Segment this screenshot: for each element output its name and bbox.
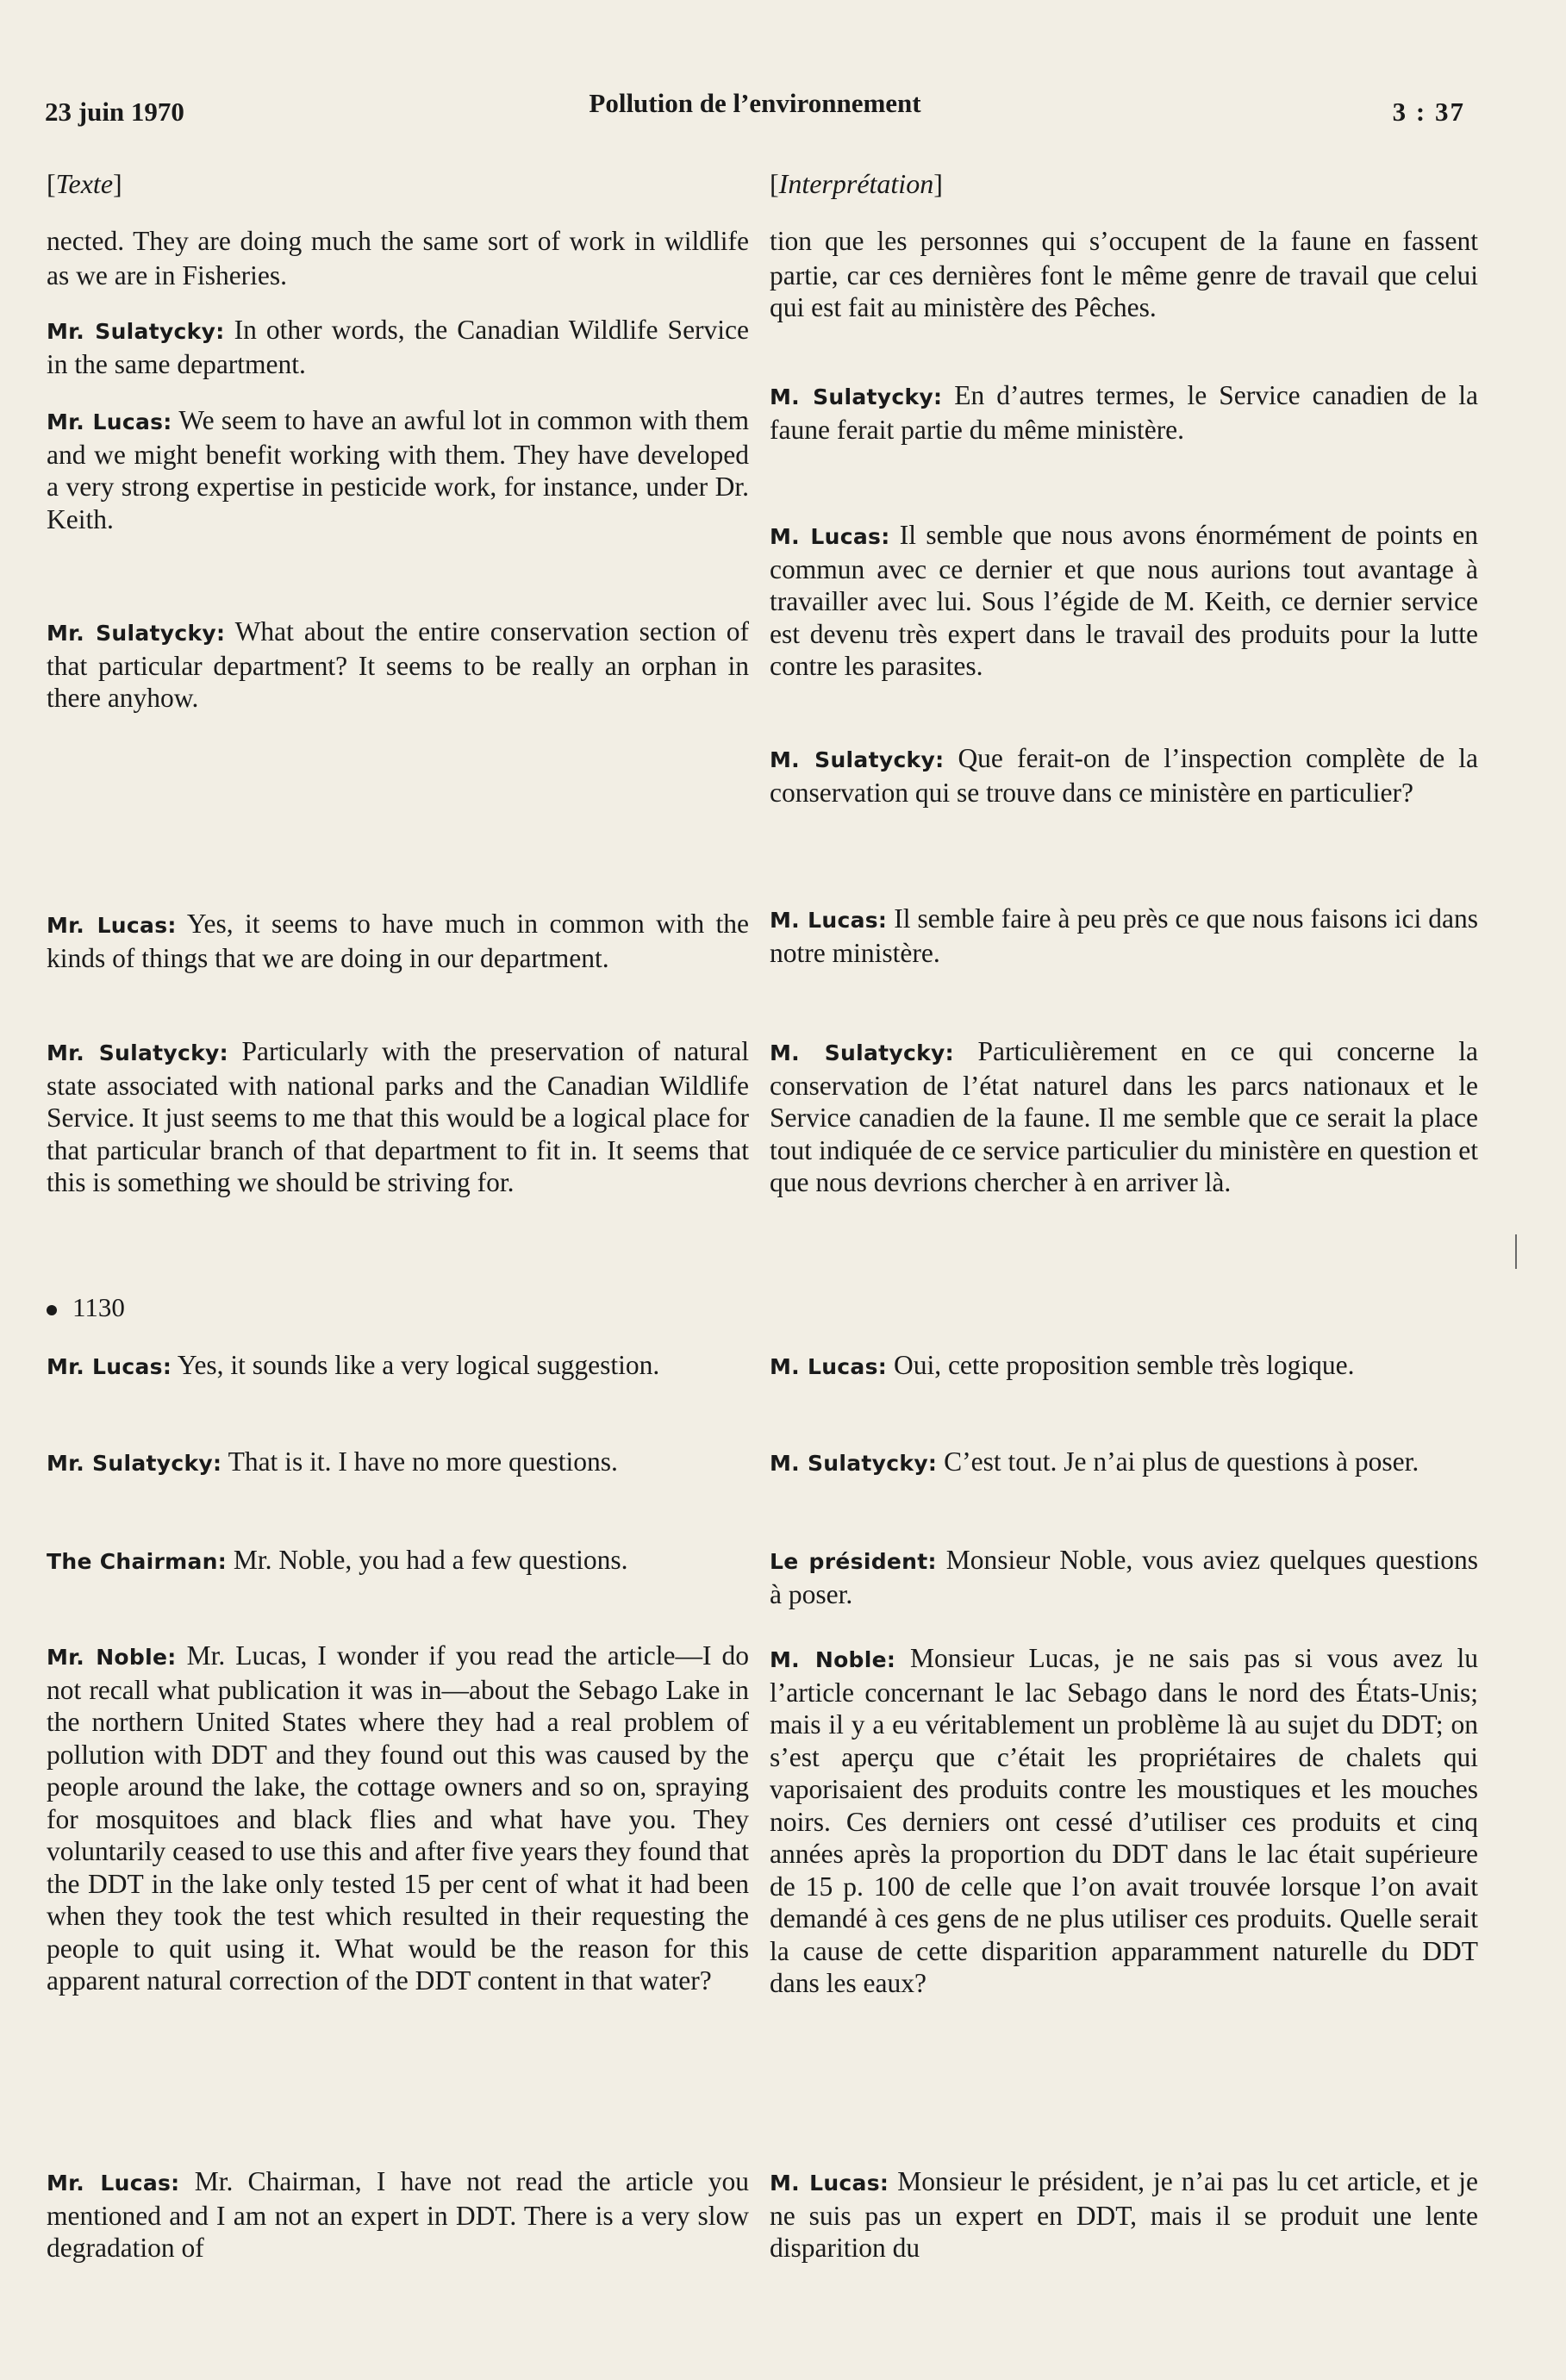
right-para-1: M. Sulatycky: En d’autres termes, le Service canadien de la faune ferait partie du même ministère. <box>770 380 1478 445</box>
margin-mark <box>1515 1234 1517 1269</box>
speaker-name: M. Noble: <box>770 1647 896 1672</box>
right-para-2: M. Lucas: Il semble que nous avons énormément de points en commun avec ce dernier et que nous aurions tout avantage à travailler avec lui. Sous l’égide de M. Keith, ce dernier service est devenu très expert dans le travail des produits pour la lutte contre les parasites. <box>770 520 1479 681</box>
right-para-6: M. Lucas: Oui, cette proposition semble très logique. <box>770 1350 1355 1380</box>
left-para-11: Mr. Lucas: Mr. Chairman, I have not read the article you mentioned and I am not an expert in DDT. There is a very slow degradation of <box>47 2166 749 2263</box>
left-column <box>47 168 750 2263</box>
right-para-7: M. Sulatycky: C’est tout. Je n’ai plus de questions à poser. <box>770 1446 1419 1477</box>
speaker-name: M. Sulatycky: <box>770 747 945 772</box>
left-para-5: Mr. Sulatycky: Particularly with the preservation of natural state associated with national parks and the Canadian Wildlife Service. It just seems to me that this would be a logical place for that particular branch of that department to fit in. It seems that this is something we should be striving for. <box>47 1036 749 1197</box>
header-page-number: 3 : 37 <box>1392 97 1465 127</box>
speaker-name: Mr. Sulatycky: <box>47 621 226 646</box>
header-title: Pollution de l’environnement <box>589 88 921 118</box>
right-para-4: M. Lucas: Il semble faire à peu près ce que nous faisons ici dans notre ministère. <box>770 903 1478 968</box>
left-para-3: Mr. Sulatycky: What about the entire conservation section of that particular department? It seems to be really an orphan in there anyhow. <box>47 616 749 713</box>
right-column <box>770 168 1479 2263</box>
left-para-0: nected. They are doing much the same sort of work in wildlife as we are in Fisheries. <box>47 226 749 290</box>
speaker-name: M. Lucas: <box>770 908 888 933</box>
right-para-0: tion que les personnes qui s’occupent de la faune en fassent partie, car ces dernières font le même genre de travail que celui qui est fait au ministère des Pêches. <box>770 226 1478 322</box>
right-para-8: Le président: Monsieur Noble, vous aviez quelques questions à poser. <box>770 1545 1478 1609</box>
speaker-name: Mr. Lucas: <box>47 2171 180 2196</box>
speaker-name: M. Sulatycky: <box>770 384 943 409</box>
speaker-name: Mr. Noble: <box>47 1645 177 1670</box>
speaker-name: Mr. Sulatycky: <box>47 1451 222 1476</box>
left-column-label: [Texte] <box>47 168 122 199</box>
speaker-name: M. Sulatycky: <box>770 1451 938 1476</box>
right-para-10: M. Lucas: Monsieur le président, je n’ai pas lu cet article, et je ne suis pas un expert en DDT, mais il se produit une lente disparition du <box>770 2166 1478 2263</box>
page-header <box>45 88 1465 131</box>
left-para-8: Mr. Sulatycky: That is it. I have no more questions. <box>47 1446 618 1477</box>
left-para-7: Mr. Lucas: Yes, it sounds like a very logical suggestion. <box>47 1350 660 1380</box>
speaker-name: Mr. Sulatycky: <box>47 1040 228 1065</box>
speaker-name: Mr. Sulatycky: <box>47 319 225 344</box>
speaker-name: M. Lucas: <box>770 1354 888 1379</box>
header-date: 23 juin 1970 <box>45 97 184 127</box>
left-para-1: Mr. Sulatycky: In other words, the Canadian Wildlife Service in the same department. <box>47 315 749 379</box>
left-timecode: 1130 <box>47 1291 749 1324</box>
speaker-name: Le président: <box>770 1549 937 1574</box>
speaker-name: M. Lucas: <box>770 524 890 549</box>
left-para-9: The Chairman: Mr. Noble, you had a few questions. <box>47 1545 628 1575</box>
speaker-name: Mr. Lucas: <box>47 913 177 938</box>
right-column-label: [Interprétation] <box>770 168 943 199</box>
speaker-name: M. Lucas: <box>770 2171 889 2196</box>
bullet-icon <box>47 1305 57 1315</box>
right-para-3: M. Sulatycky: Que ferait-on de l’inspection complète de la conservation qui se trouve dans ce ministère en particulier? <box>770 743 1478 808</box>
speaker-name: M. Sulatycky: <box>770 1040 954 1065</box>
left-para-4: Mr. Lucas: Yes, it seems to have much in common with the kinds of things that we are doing in our department. <box>47 909 750 973</box>
speaker-name: Mr. Lucas: <box>47 1354 172 1379</box>
speaker-name: The Chairman: <box>47 1549 228 1574</box>
left-para-2: Mr. Lucas: We seem to have an awful lot in common with them and we might benefit working with them. They have developed a very strong expertise in pesticide work, for instance, under Dr. Keith. <box>47 405 749 534</box>
right-para-5: M. Sulatycky: Particulièrement en ce qui concerne la conservation de l’état naturel dans les parcs nationaux et le Service canadien de la faune. Il me semble que ce serait la place tout indiquée de ce service particulier du ministère en question et que nous devrions chercher à en arriver là. <box>770 1036 1478 1197</box>
left-para-10: Mr. Noble: Mr. Lucas, I wonder if you read the article—I do not recall what publication it was in—about the Sebago Lake in the northern United States where they had a real problem of pollution with DDT and they found out this was caused by the people around the lake, the cottage owners and so on, spraying for mosquitoes and black flies and what have you. They voluntarily ceased to use this and after five years they found that the DDT in the lake only tested 15 per cent of what it had been when they took the test which resulted in their requesting the people to quit using it. What would be the reason for this apparent natural correction of the DDT content in that water? <box>47 1640 749 1996</box>
right-para-9: M. Noble: Monsieur Lucas, je ne sais pas si vous avez lu l’article concernant le lac Sebago dans le nord des États-Unis; mais il y a eu véritablement un problème là au sujet du DDT; on s’est aperçu que c’était les propriétaires de chalets qui vaporisaient des produits contre les moustiques et les mouches noirs. Ces derniers ont cessé d’utiliser ces produits et cinq années après la proportion du DDT dans le lac était supérieure de 15 p. 100 de celle que l’on avait trouvée lorsque l’on avait demandé à ces gens de ne plus utiliser ces produits. Quelle serait la cause de cette disparition apparamment naturelle du DDT dans les eaux? <box>770 1643 1479 1998</box>
speaker-name: Mr. Lucas: <box>47 409 172 434</box>
